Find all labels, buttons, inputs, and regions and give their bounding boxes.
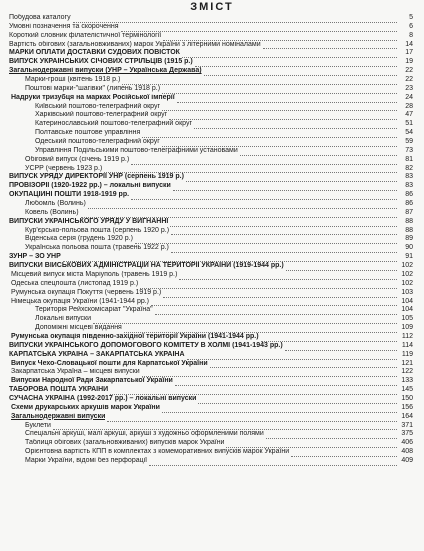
dot-leader: [291, 450, 397, 457]
toc-entry-title: Орієнтовна вартість КПП в комплектах з комеморативних випусків марок України: [25, 448, 290, 456]
toc-entry-title: ВИПУСКИ УКРАЇНСЬКОГО УРЯДУ У ВИГНАННІ: [9, 217, 169, 225]
dot-leader: [175, 379, 397, 386]
toc-entry-page: 409: [401, 456, 413, 464]
toc-entry-title: Марки України, відомі без перфорації: [25, 456, 148, 464]
toc-entry[interactable]: [9, 173, 413, 182]
toc-entry-page: 22: [405, 76, 413, 84]
toc-entry-title: Вартість обігових (загальновживаних) марок України з літерними номіналами: [9, 40, 261, 48]
dot-leader: [110, 388, 397, 395]
dot-leader: [122, 78, 397, 85]
toc-entry[interactable]: [9, 298, 413, 307]
toc-entry[interactable]: [9, 342, 413, 351]
toc-entry-page: 47: [405, 111, 413, 119]
toc-entry[interactable]: [9, 395, 413, 404]
toc-entry-page: 121: [401, 359, 413, 367]
dot-leader: [263, 42, 397, 49]
dot-leader: [198, 397, 397, 404]
toc-entry-title: МАРКИ ОПЛАТИ ДОСТАВКИ СУДОВИХ ПОВІСТОК: [9, 49, 180, 57]
toc-entry-page: 83: [405, 173, 413, 181]
dot-leader: [131, 158, 397, 165]
toc-entry[interactable]: [9, 49, 413, 58]
dot-leader: [135, 237, 397, 244]
toc-entry-page: 88: [405, 226, 413, 234]
toc-entry[interactable]: [9, 138, 413, 147]
dot-leader: [162, 406, 397, 413]
dot-leader: [88, 202, 397, 209]
toc-entry-title: Німецька окупація України (1941-1944 рр.): [11, 297, 150, 305]
toc-entry-title: ВИПУСК УКРАЇНСЬКИХ СІЧОВИХ СТРІЛЬЦІВ (1915 р.): [9, 58, 193, 66]
toc-entry-page: 51: [405, 120, 413, 128]
toc-entry-title: Допоміжні місцеві видання: [35, 324, 122, 332]
toc-entry-title: ЗУНР – ЗО УНР: [9, 253, 61, 261]
toc-entry-title: Таблиця обігових (загальновживаних) випусків марок України: [25, 439, 225, 447]
toc-entry[interactable]: [9, 103, 413, 112]
toc-entry-page: 17: [405, 49, 413, 57]
toc-entry-page: 112: [401, 332, 413, 340]
toc-entry[interactable]: [9, 289, 413, 298]
toc-entry-title: ВИПУСКИ ВІЙСЬКОВИХ АДМІНІСТРАЦІЙ НА ТЕРИТОРІЇ УКРАЇНИ (1919-1944 рр.): [9, 262, 284, 270]
toc-entry-title: УСРР (червень 1923 р.): [25, 164, 103, 172]
toc-entry[interactable]: [9, 448, 413, 457]
toc-entry-page: 86: [405, 200, 413, 208]
toc-entry-title: Управління Подільськими поштово-телеграфними установами: [35, 146, 238, 154]
toc-entry[interactable]: [9, 218, 413, 227]
dot-leader: [163, 291, 397, 298]
toc-entry-page: 408: [401, 448, 413, 456]
toc-entry[interactable]: [9, 165, 413, 174]
toc-entry-title: Локальні випуски: [35, 315, 92, 323]
toc-entry[interactable]: [9, 244, 413, 253]
toc-entry[interactable]: [9, 324, 413, 333]
toc-entry[interactable]: [9, 67, 413, 76]
dot-leader: [194, 122, 397, 129]
toc-entry-page: 150: [401, 394, 413, 402]
table-of-contents: [9, 14, 413, 466]
toc-entry-title: Надруки тризубця на марках Російської імперії: [11, 93, 175, 101]
toc-entry[interactable]: [9, 111, 413, 120]
toc-entry-page: 24: [405, 93, 413, 101]
dot-leader: [171, 246, 397, 253]
toc-entry-title: Харківський поштово-телеграфний округ: [35, 111, 168, 119]
toc-entry-page: 406: [401, 439, 413, 447]
dot-leader: [163, 34, 397, 41]
toc-entry[interactable]: [9, 413, 413, 422]
dot-leader: [93, 317, 397, 324]
toc-entry-page: 102: [401, 279, 413, 287]
toc-entry[interactable]: [9, 120, 413, 129]
toc-entry-title: Полтавське поштове управління: [35, 129, 141, 137]
toc-entry[interactable]: [9, 85, 413, 94]
dot-leader: [149, 459, 397, 466]
dot-leader: [140, 282, 397, 289]
dot-leader: [131, 193, 397, 200]
toc-entry[interactable]: [9, 14, 413, 23]
toc-entry-page: 133: [401, 377, 413, 385]
toc-entry-page: 105: [401, 315, 413, 323]
toc-entry-page: 54: [405, 129, 413, 137]
toc-entry-title: Марки-гроші (квітень 1918 р.): [25, 76, 121, 84]
toc-entry-page: 19: [405, 58, 413, 66]
dot-leader: [226, 441, 397, 448]
toc-entry[interactable]: [9, 422, 413, 431]
toc-entry-title: Обіговий випуск (січень 1919 р.): [25, 155, 130, 163]
toc-entry[interactable]: [9, 280, 413, 289]
toc-entry-page: 109: [401, 324, 413, 332]
toc-entry[interactable]: [9, 368, 413, 377]
dot-leader: [186, 175, 397, 182]
toc-entry-page: 156: [401, 403, 413, 411]
toc-entry[interactable]: [9, 156, 413, 165]
toc-entry-title: Одеський поштово-телеграфний округ: [35, 138, 160, 146]
toc-entry-page: 164: [401, 412, 413, 420]
toc-entry-title: Ковель (Волинь): [25, 208, 79, 216]
toc-entry-page: 8: [409, 31, 413, 39]
toc-entry-page: 145: [401, 386, 413, 394]
dot-leader: [240, 149, 397, 156]
toc-entry-title: Схеми друкарських аркушів марок України: [11, 403, 160, 411]
toc-entry-title: Кур'єрсько-польова пошта (серпень 1920 р.): [25, 226, 170, 234]
toc-entry[interactable]: [9, 315, 413, 324]
toc-entry-page: 119: [401, 350, 413, 358]
dot-leader: [285, 344, 397, 351]
toc-entry[interactable]: [9, 262, 413, 271]
toc-entry[interactable]: [9, 191, 413, 200]
toc-entry-title: Поштові марки-"шагівки" (липень 1918 р.): [25, 84, 161, 92]
toc-entry[interactable]: [9, 209, 413, 218]
toc-entry[interactable]: [9, 200, 413, 209]
toc-entry-title: Територія Рейхскомісаріат "Україна": [35, 306, 153, 314]
toc-entry[interactable]: [9, 41, 413, 50]
toc-entry-title: Випуск Чехо-Словацької пошти для Карпатської України: [11, 359, 208, 367]
toc-entry-page: 86: [405, 191, 413, 199]
toc-entry[interactable]: [9, 23, 413, 32]
toc-entry[interactable]: [9, 333, 413, 342]
dot-leader: [286, 264, 397, 271]
dot-leader: [73, 16, 397, 23]
toc-entry[interactable]: [9, 32, 413, 41]
toc-entry-page: 14: [405, 40, 413, 48]
dot-leader: [162, 87, 397, 94]
dot-leader: [142, 131, 397, 138]
page-title: ЗМІСТ: [190, 1, 234, 13]
dot-leader: [195, 60, 397, 67]
dot-leader: [204, 69, 397, 76]
toc-entry-title: Спеціальні аркуші, малі аркуші, аркуші з художньо оформленими полями: [25, 430, 264, 438]
dot-leader: [173, 184, 397, 191]
dot-leader: [169, 113, 397, 120]
dot-leader: [107, 415, 397, 422]
toc-entry[interactable]: [9, 182, 413, 191]
toc-entry-page: 73: [405, 146, 413, 154]
toc-entry-page: 375: [401, 430, 413, 438]
toc-entry-title: Одеська спецпошта (листопад 1919 р.): [11, 279, 139, 287]
toc-entry[interactable]: [9, 360, 413, 369]
toc-entry-page: 81: [405, 155, 413, 163]
toc-entry[interactable]: [9, 430, 413, 439]
toc-entry[interactable]: [9, 404, 413, 413]
toc-entry-page: 90: [405, 244, 413, 252]
toc-entry-title: ВИПУСК УРЯДУ ДИРЕКТОРІЇ УНР (серпень 1919 р.): [9, 173, 184, 181]
toc-entry[interactable]: [9, 129, 413, 138]
dot-leader: [261, 335, 397, 342]
toc-entry-page: 6: [409, 22, 413, 30]
toc-entry-page: 59: [405, 138, 413, 146]
toc-entry-page: 104: [401, 306, 413, 314]
toc-entry-page: 88: [405, 217, 413, 225]
toc-entry-title: Румунська окупація Покуття (червень 1919 р.): [11, 288, 162, 296]
toc-entry[interactable]: [9, 253, 413, 262]
toc-entry-title: Київський поштово-телеграфний округ: [35, 102, 161, 110]
toc-entry-page: 5: [409, 14, 413, 21]
dot-leader: [124, 326, 397, 333]
toc-entry-title: Побудова каталогу: [9, 14, 71, 21]
toc-entry-page: 87: [405, 208, 413, 216]
toc-entry-page: 104: [401, 297, 413, 305]
toc-entry-title: Короткий словник філателістичної термінології: [9, 31, 162, 39]
toc-entry[interactable]: [9, 76, 413, 85]
toc-entry-title: Любомль (Волинь): [25, 200, 86, 208]
toc-entry-page: 102: [401, 262, 413, 270]
dot-leader: [177, 96, 397, 103]
toc-entry-title: ВИПУСКИ УКРАЇНСЬКОГО ДОПОМОГОВОГО КОМІТЕТУ В ХОЛМІ (1941-1943 рр.): [9, 341, 283, 349]
dot-leader: [162, 104, 397, 111]
dot-leader: [266, 432, 397, 439]
dot-leader: [63, 255, 397, 262]
toc-entry-page: 122: [401, 368, 413, 376]
toc-entry[interactable]: [9, 58, 413, 67]
toc-entry[interactable]: [9, 377, 413, 386]
dot-leader: [151, 299, 397, 306]
toc-entry-title: Буклети: [25, 421, 51, 429]
toc-entry-title: Віденська серія (грудень 1920 р.): [25, 235, 133, 243]
dot-leader: [81, 211, 397, 218]
toc-entry-page: 91: [405, 253, 413, 261]
toc-entry-page: 102: [401, 270, 413, 278]
dot-leader: [170, 220, 397, 227]
toc-entry-page: 89: [405, 235, 413, 243]
toc-entry-title: Умовні позначення та скорочення: [9, 22, 119, 30]
dot-leader: [104, 166, 397, 173]
toc-entry[interactable]: [9, 235, 413, 244]
toc-entry[interactable]: [9, 147, 413, 156]
toc-entry-title: Випуски Народної Ради Закарпатської України: [11, 377, 173, 385]
toc-entry-page: 114: [401, 341, 413, 349]
toc-entry[interactable]: [9, 386, 413, 395]
toc-entry-title: Загальнодержавні випуски (УНР – Українська Держава): [9, 67, 202, 75]
toc-entry[interactable]: [9, 439, 413, 448]
toc-entry[interactable]: [9, 306, 413, 315]
toc-entry-title: Місцевий випуск міста Маріуполь (травень 1919 р.): [11, 270, 178, 278]
toc-entry-page: 28: [405, 102, 413, 110]
dot-leader: [179, 273, 397, 280]
toc-entry-page: 103: [401, 288, 413, 296]
toc-entry-title: Закарпатська Україна – місцеві випуски: [11, 368, 140, 376]
dot-leader: [53, 423, 397, 430]
toc-entry[interactable]: [9, 351, 413, 360]
dot-leader: [182, 51, 397, 58]
toc-entry[interactable]: [9, 94, 413, 103]
toc-entry-title: ОКУПАЦІЙНІ ПОШТИ 1918-1919 рр.: [9, 191, 130, 199]
dot-leader: [162, 140, 397, 147]
toc-entry-title: Українська польова пошта (травень 1922 р.): [25, 244, 169, 252]
dot-leader: [121, 25, 397, 32]
toc-entry-title: ПРОВІЗОРІЇ (1920-1922 рр.) – локальні випуски: [9, 182, 171, 190]
toc-entry-page: 371: [401, 421, 413, 429]
dot-leader: [142, 370, 397, 377]
toc-entry-title: ТАБОРОВА ПОШТА УКРАЇНИ: [9, 386, 109, 394]
toc-entry-page: 82: [405, 164, 413, 172]
dot-leader: [171, 228, 397, 235]
dot-leader: [210, 361, 397, 368]
toc-entry-title: КАРПАТСЬКА УКРАЇНА – ЗАКАРПАТСЬКА УКРАЇНА: [9, 350, 185, 358]
toc-entry-page: 23: [405, 84, 413, 92]
toc-entry-title: Загальнодержавні випуски: [11, 412, 106, 420]
toc-entry[interactable]: [9, 271, 413, 280]
toc-entry-page: 83: [405, 182, 413, 190]
toc-entry[interactable]: [9, 457, 413, 466]
dot-leader: [187, 353, 397, 360]
toc-entry-page: 22: [405, 67, 413, 75]
toc-entry-title: Катеринославський поштово-телеграфний округ: [35, 120, 192, 128]
toc-entry[interactable]: [9, 227, 413, 236]
toc-entry-title: Румунська окупація південно-західної території України (1941-1944 рр.): [11, 332, 259, 340]
toc-entry-title: СУЧАСНА УКРАЇНА (1992-2017 рр.) – локальні випуски: [9, 394, 197, 402]
dot-leader: [155, 308, 397, 315]
